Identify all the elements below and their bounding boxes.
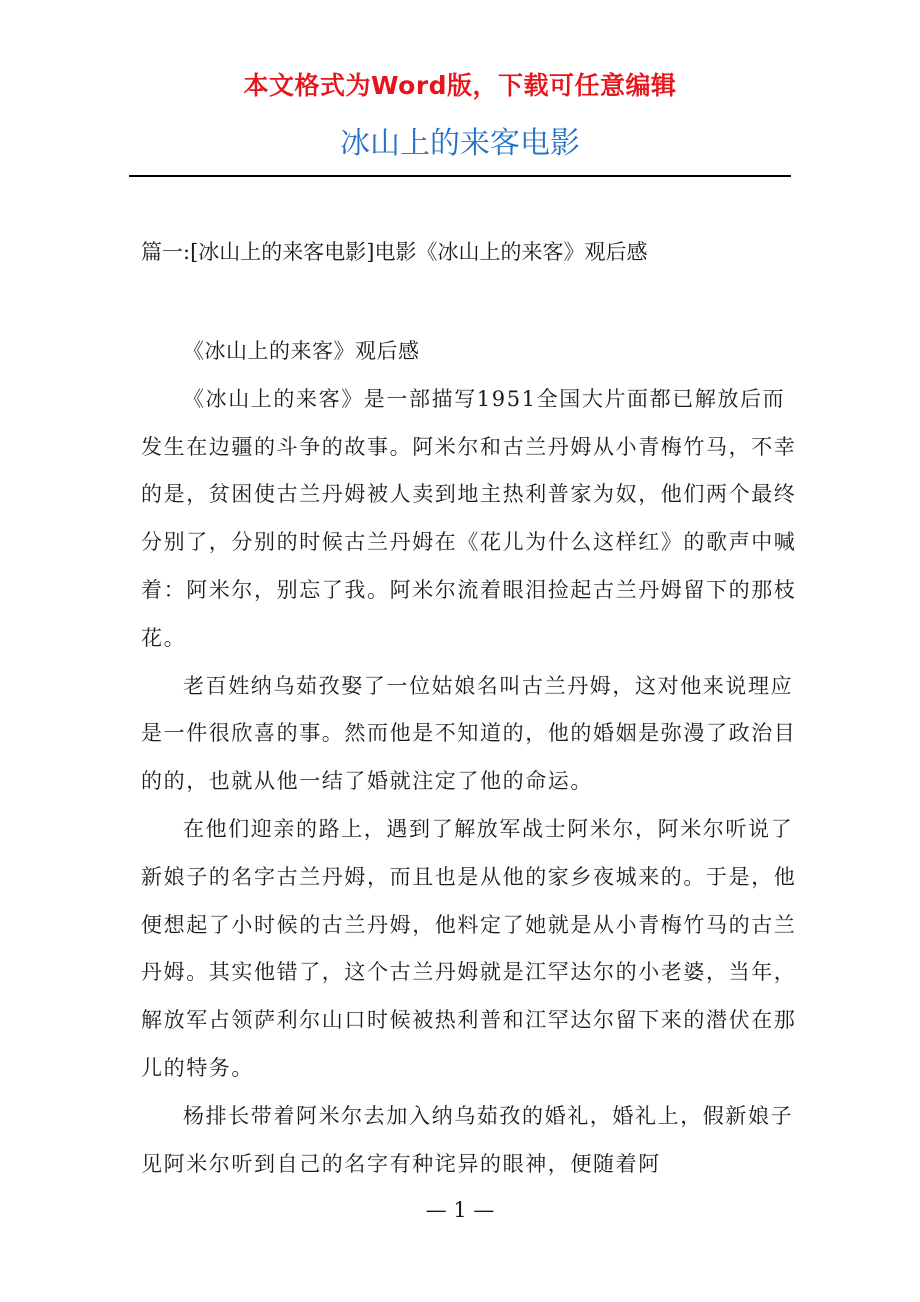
body-text xyxy=(141,328,801,1188)
document-title: 冰山上的来客电影 xyxy=(340,126,580,161)
subtitle-paragraph: 《冰山上的来客》观后感 xyxy=(183,339,420,363)
body-paragraph: 杨排长带着阿米尔去加入纳乌茹孜的婚礼，婚礼上，假新娘子见阿米尔听到自己的名字有种诧异的眼神，便随着阿 xyxy=(141,1103,794,1176)
section-heading: 篇一:[冰山上的来客电影]电影《冰山上的来客》观后感 xyxy=(141,240,648,264)
page-number: — 1 — xyxy=(425,1198,495,1222)
format-notice-banner: 本文格式为Word版，下载可任意编辑 xyxy=(243,71,677,100)
title-divider xyxy=(129,175,791,177)
body-paragraph: 老百姓纳乌茹孜娶了一位姑娘名叫古兰丹姆，这对他来说理应是一件很欣喜的事。然而他是不知道的，他的婚姻是弥漫了政治目的的，也就从他一结了婚就注定了他的命运。 xyxy=(141,673,797,794)
body-paragraph: 在他们迎亲的路上，遇到了解放军战士阿米尔，阿米尔听说了新娘子的名字古兰丹姆，而且也是从他的家乡夜城来的。于是，他便想起了小时候的古兰丹姆，他料定了她就是从小青梅竹马的古兰丹姆。其实他错了，这个古兰丹姆就是江罕达尔的小老婆，当年，解放军占领萨利尔山口时候被热利普和江罕达尔留下来的潜伏在那儿的特务。 xyxy=(141,816,797,1080)
body-paragraph: 《冰山上的来客》是一部描写1951全国大片面都已解放后而发生在边疆的斗争的故事。阿米尔和古兰丹姆从小青梅竹马，不幸的是，贫困使古兰丹姆被人卖到地主热利普家为奴，他们两个最终分别了，分别的时候古兰丹姆在《花儿为什么这样红》的歌声中喊着：阿米尔，别忘了我。阿米尔流着眼泪捡起古兰丹姆留下的那枝花。 xyxy=(141,386,797,650)
